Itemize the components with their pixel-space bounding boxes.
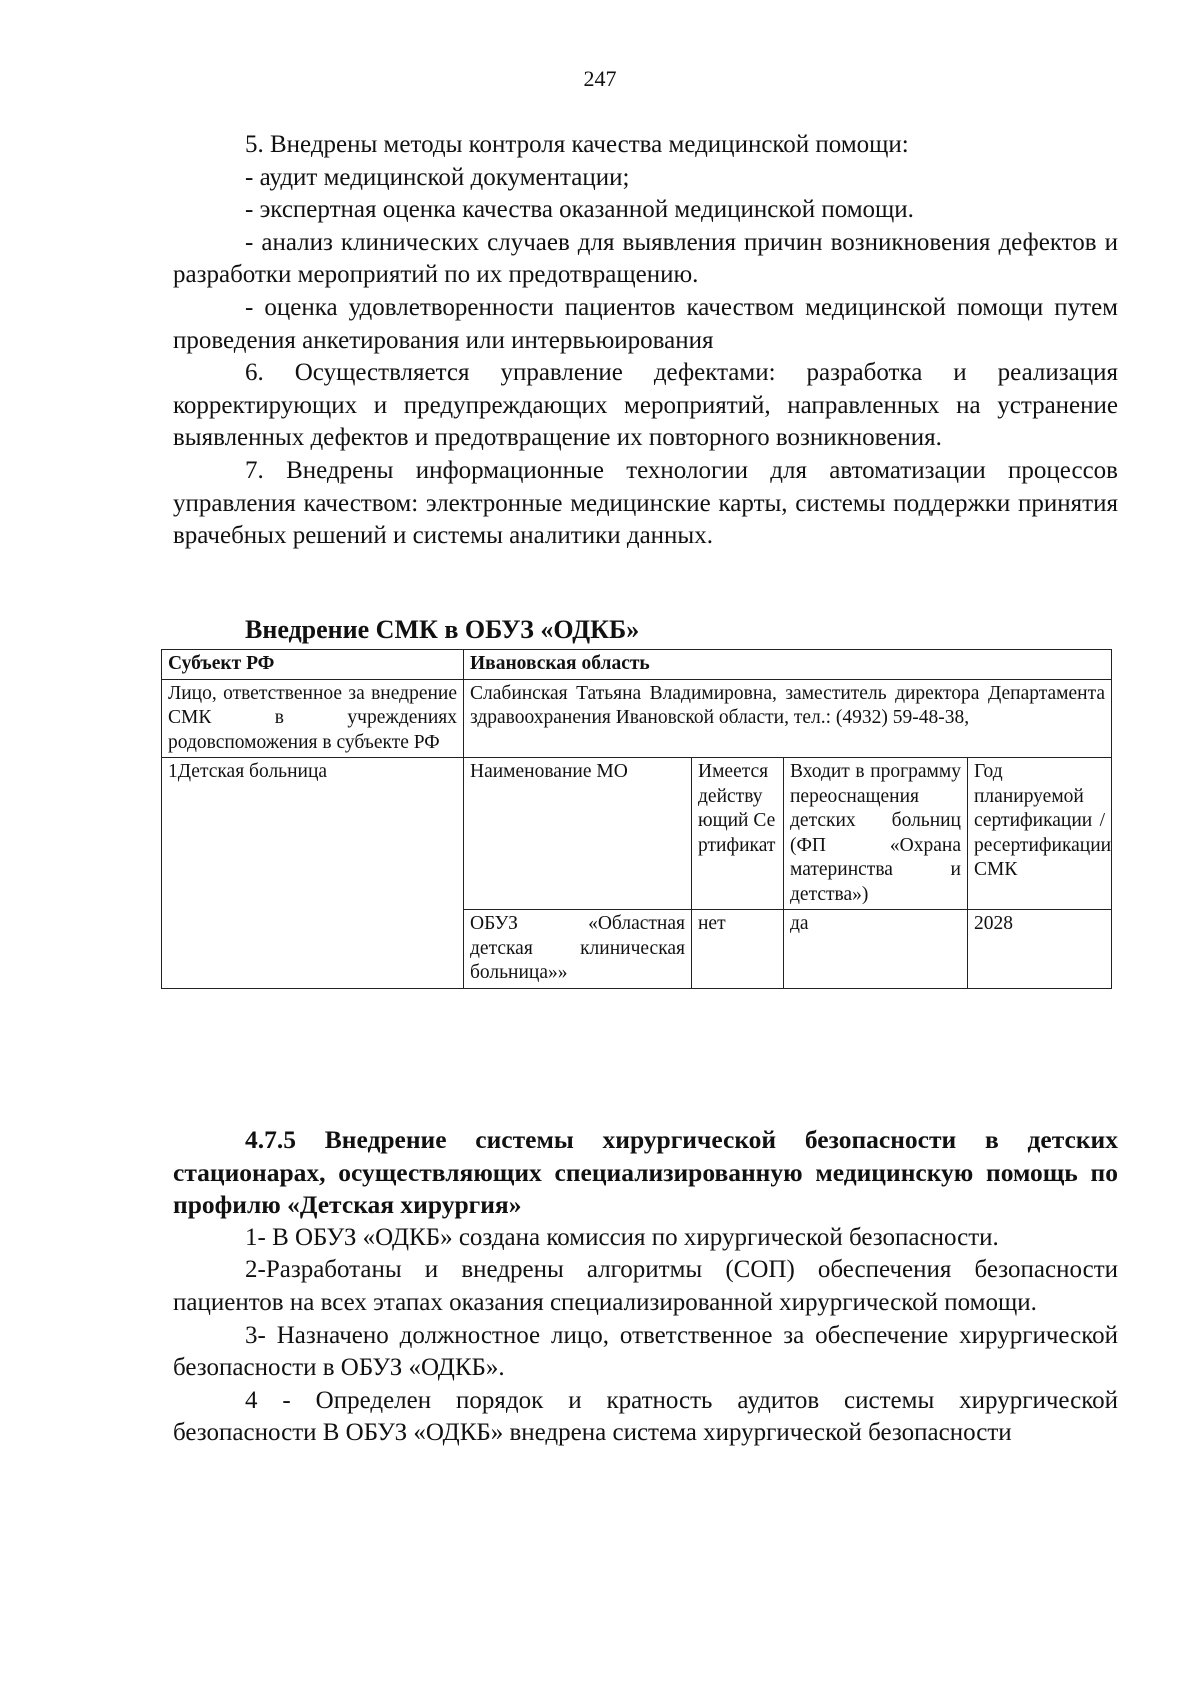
header-certification-year: Год планируемой сертификации / ресертификации СМК bbox=[968, 758, 1112, 910]
responsible-value-cell: Слабинская Татьяна Владимировна, заместитель директора Департамента здравоохранения Ивановской области, тел.: (4932) 59-48-38, bbox=[464, 679, 1112, 758]
subject-value-cell: Ивановская область bbox=[464, 650, 1112, 680]
paragraph-item-5: 5. Внедрены методы контроля качества медицинской помощи: bbox=[245, 131, 909, 158]
value-certification-year: 2028 bbox=[968, 910, 1112, 989]
surgical-paragraph-4: 4 - Определен порядок и кратность аудитов системы хирургической безопасности В ОБУЗ «ОДКБ» внедрена система хирургической безопасности bbox=[173, 1386, 1118, 1447]
header-certificate: Имеется действующий Сертификат bbox=[692, 758, 784, 910]
responsible-label-cell: Лицо, ответственное за внедрение СМК в учреждениях родовспоможения в субъекте РФ bbox=[162, 679, 464, 758]
section-heading: 4.7.5 Внедрение системы хирургической безопасности в детских стационарах, осуществляющих специализированную медицинскую помощь по профилю «Детская хирургия» bbox=[173, 1125, 1118, 1220]
value-mo-name: ОБУЗ «Областная детская клиническая больница»» bbox=[464, 910, 692, 989]
surgical-paragraph-1: 1- В ОБУЗ «ОДКБ» создана комиссия по хирургической безопасности. bbox=[245, 1223, 999, 1251]
smk-table bbox=[161, 649, 1112, 989]
header-mo-name: Наименование МО bbox=[464, 758, 692, 910]
quality-control-section bbox=[173, 129, 1118, 553]
table-title: Внедрение СМК в ОБУЗ «ОДКБ» bbox=[245, 615, 640, 644]
header-reequipment-program: Входит в программу переоснащения детских больниц (ФП «Охрана материнства и детства») bbox=[784, 758, 968, 910]
paragraph-clinical-analysis: - анализ клинических случаев для выявления причин возникновения дефектов и разработки мероприятий по их предотвращению. bbox=[173, 228, 1118, 289]
paragraph-item-6: 6. Осуществляется управление дефектами: разработка и реализация корректирующих и предупреждающих мероприятий, направленных на устранение выявленных дефектов и предотвращение их повторного возникновения. bbox=[173, 359, 1118, 452]
hospital-label-cell: 1Детская больница bbox=[162, 758, 464, 989]
table-row bbox=[162, 650, 1112, 680]
value-reequipment-program: да bbox=[784, 910, 968, 989]
paragraph-item-7: 7. Внедрены информационные технологии для автоматизации процессов управления качеством: электронные медицинские карты, системы поддержки принятия врачебных решений и системы аналитики данных. bbox=[173, 456, 1118, 550]
subject-label-cell: Субъект РФ bbox=[162, 650, 464, 680]
surgical-safety-section bbox=[173, 1124, 1118, 1450]
value-certificate: нет bbox=[692, 910, 784, 989]
paragraph-expert-assessment: - экспертная оценка качества оказанной медицинской помощи. bbox=[245, 196, 914, 224]
surgical-paragraph-2: 2-Разработаны и внедрены алгоритмы (СОП) обеспечения безопасности пациентов на всех этапах оказания специализированной хирургической помощи. bbox=[173, 1256, 1118, 1316]
paragraph-satisfaction: - оценка удовлетворенности пациентов качеством медицинской помощи путем проведения анкетирования или интервьюирования bbox=[173, 293, 1118, 354]
paragraph-audit: - аудит медицинской документации; bbox=[245, 163, 630, 191]
table-row bbox=[162, 758, 1112, 910]
page-number: 247 bbox=[583, 66, 617, 91]
table-row bbox=[162, 679, 1112, 758]
surgical-paragraph-3: 3- Назначено должностное лицо, ответственное за обеспечение хирургической безопасности в ОБУЗ «ОДКБ». bbox=[173, 1321, 1118, 1382]
